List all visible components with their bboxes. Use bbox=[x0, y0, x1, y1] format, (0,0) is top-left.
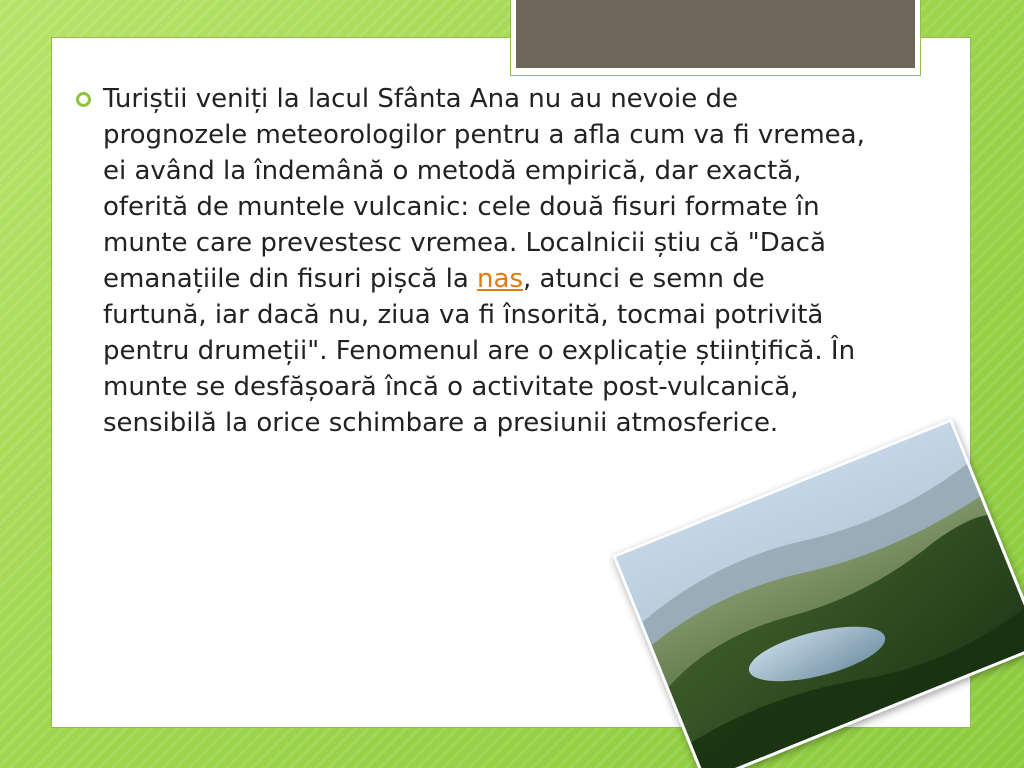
bullet-circle-icon bbox=[76, 92, 91, 107]
title-placeholder bbox=[510, 0, 921, 76]
bullet-text-part1: Turiștii veniți la lacul Sfânta Ana nu au nevoie de prognozele meteorologilor pentru a afla cum va fi vremea, ei având la îndemână o metodă empirică, dar exactă, oferită de muntele vulcanic: cele două fisuri formate în munte care prevestesc vremea. Localnicii știu că "Dacă emanațiile din fisuri pișcă la bbox=[103, 84, 865, 294]
title-bar-fill bbox=[516, 0, 915, 68]
bullet-item bbox=[76, 81, 866, 441]
bullet-text bbox=[103, 84, 865, 438]
bullet-list bbox=[76, 81, 866, 441]
bullet-text-part2: , atunci e semn de furtună, iar dacă nu, ziua va fi însorită, tocmai potrivită pentru drumeții". Fenomenul are o explicație științifică. În munte se desfășoară încă o activitate post-vulcanică, sensibilă la orice schimbare a presiunii atmosferice. bbox=[103, 264, 856, 438]
nas-link[interactable]: nas bbox=[477, 264, 523, 294]
